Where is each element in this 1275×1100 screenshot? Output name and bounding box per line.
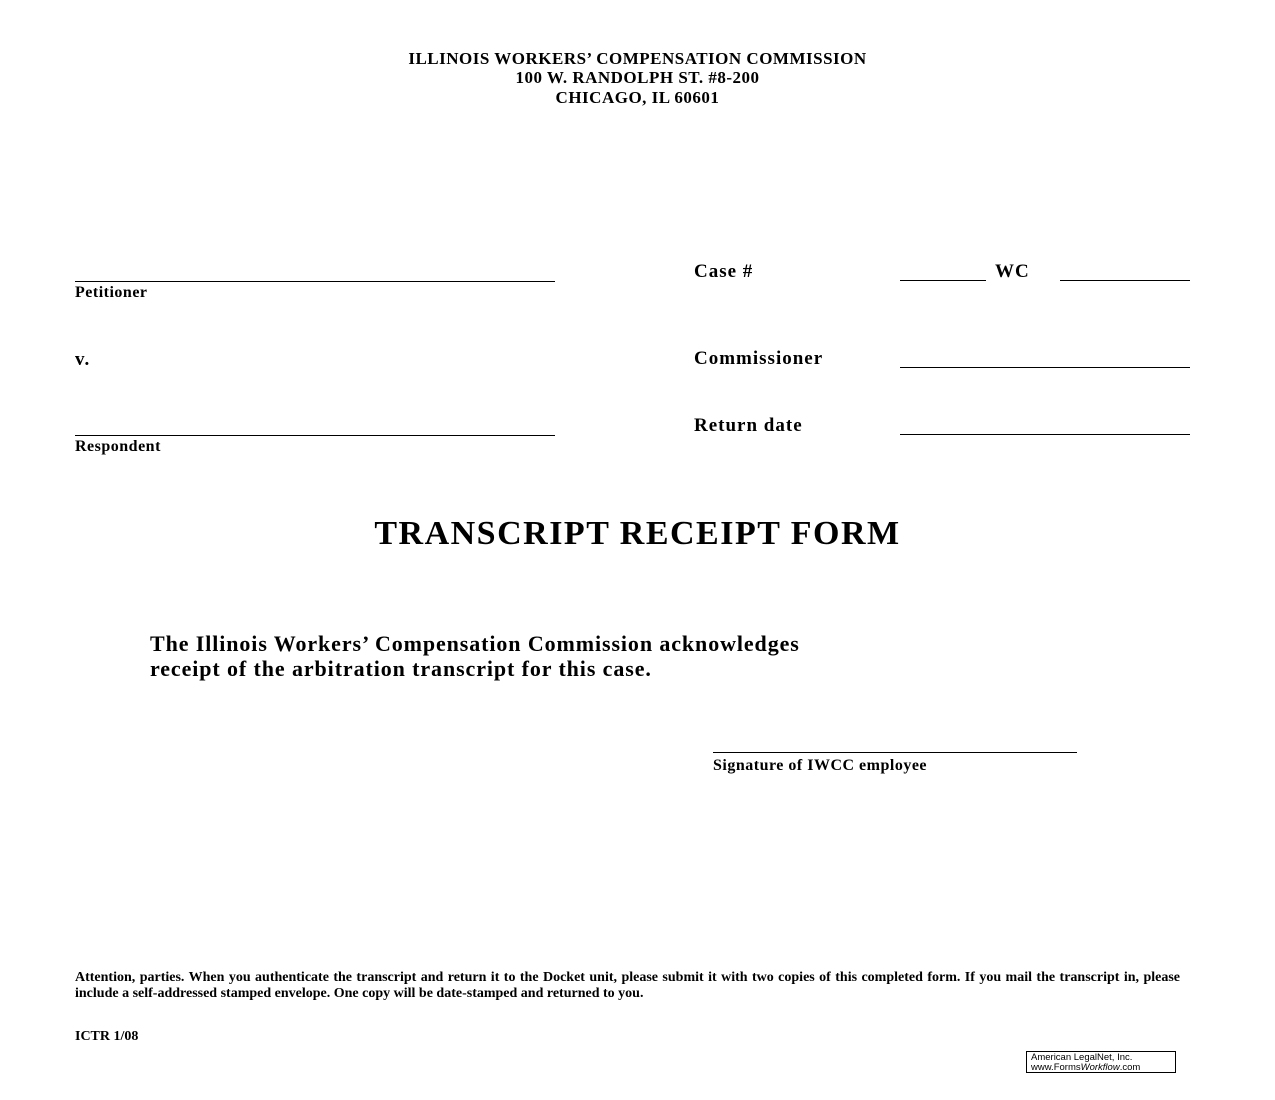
logo-url-suffix: .com <box>1119 1062 1141 1073</box>
address-line-1: 100 W. RANDOLPH ST. #8-200 <box>515 68 760 87</box>
attention-notice: Attention, parties. When you authenticate the transcript and return it to the Docket unit, please submit it with two copies of this completed form. If you mail the transcript in, please include a self-addressed stamped envelope. One copy will be date-stamped and returned to you. <box>75 970 1180 1001</box>
logo-url-prefix: www.Forms <box>1031 1062 1081 1073</box>
commissioner-label: Commissioner <box>694 348 824 369</box>
case-number-label: Case # <box>694 261 754 282</box>
return-date-label: Return date <box>694 415 803 436</box>
logo-line-2 <box>1031 1063 1175 1073</box>
signature-field[interactable] <box>713 752 1077 753</box>
respondent-label: Respondent <box>75 438 161 455</box>
acknowledgement-line-1: The Illinois Workers’ Compensation Commission acknowledges <box>150 631 800 656</box>
versus-label: v. <box>75 349 91 370</box>
acknowledgement-line-2: receipt of the arbitration transcript for this case. <box>150 656 652 681</box>
petitioner-label: Petitioner <box>75 284 148 301</box>
form-title: TRANSCRIPT RECEIPT FORM <box>374 515 901 552</box>
commissioner-field[interactable] <box>900 367 1190 368</box>
signature-label: Signature of IWCC employee <box>713 757 928 774</box>
logo-url-italic: Workflow <box>1080 1062 1120 1073</box>
return-date-field[interactable] <box>900 434 1190 435</box>
wc-label: WC <box>995 261 1030 282</box>
org-name: ILLINOIS WORKERS’ COMPENSATION COMMISSION <box>408 49 867 68</box>
legalnet-logo <box>1026 1051 1176 1073</box>
petitioner-field[interactable] <box>75 281 555 282</box>
case-number-field[interactable] <box>1060 280 1190 281</box>
respondent-field[interactable] <box>75 435 555 436</box>
case-year-field[interactable] <box>900 280 986 281</box>
logo-line-1: American LegalNet, Inc. <box>1031 1052 1133 1063</box>
address-line-2: CHICAGO, IL 60601 <box>555 88 720 107</box>
form-code: ICTR 1/08 <box>75 1029 139 1044</box>
